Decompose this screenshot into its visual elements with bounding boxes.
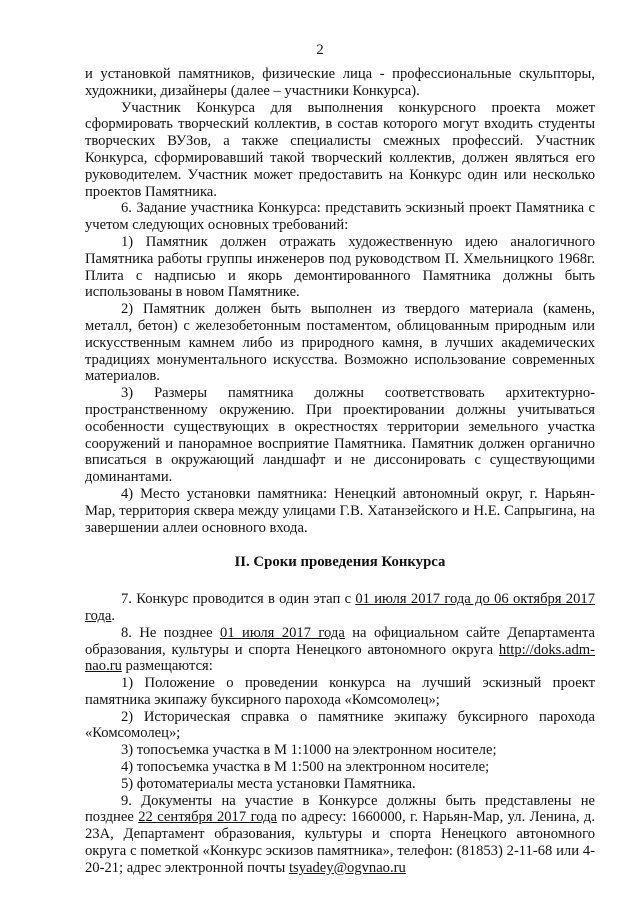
section-heading-2: II. Сроки проведения Конкурса bbox=[234, 554, 446, 571]
requirement-4: 4) Место установки памятника: Ненецкий автономный округ, г. Нарьян-Мар, территория сквера между улицами Г.В. Хатанзейского и Н.Е. Сапрыгина, на завершении аллеи основного входа. bbox=[85, 485, 595, 536]
website-link[interactable]: http://doks.adm-nao.ru bbox=[85, 641, 595, 675]
requirement-1: 1) Памятник должен отражать художественную идею аналогичного Памятника работы группы инженеров под руководством П. Хмельницкого 1968г. Плита с надписью и якорь демонтированного Памятника должны быть использованы в новом Памятнике. bbox=[85, 233, 595, 301]
requirement-2: 2) Памятник должен быть выполнен из твердого материала (камень, металл, бетон) с железобетонным постаментом, облицованным природным или искусственным камнем либо из природного камня, в лучших академических традициях монументального искусства. Возможно использование современных материалов. bbox=[85, 301, 595, 385]
clause-9-date: 22 сентября 2017 года bbox=[138, 809, 277, 826]
email-link[interactable]: tsyadey@ogvnao.ru bbox=[289, 859, 406, 876]
clause-7-end: . bbox=[111, 607, 116, 624]
clause-8 bbox=[85, 625, 595, 675]
clause-8-end: размещаются: bbox=[121, 658, 213, 675]
list-item-4: 4) топосъемка участка в М 1:500 на электронном носителе; bbox=[121, 759, 490, 776]
clause-9-text: 9. Документы на участие в Конкурсе должны быть представлены не позднее bbox=[85, 792, 595, 826]
clause-7-text: 7. Конкурс проводится в один этап с bbox=[121, 591, 356, 608]
clause-8-date: 01 июля 2017 года bbox=[220, 624, 345, 641]
list-item-1: 1) Положение о проведении конкурса на лучший эскизный проект памятника экипажу буксирного парохода «Комсомолец»; bbox=[85, 675, 595, 708]
clause-6: 6. Задание участника Конкурса: представить эскизный проект Памятника с учетом следующих основных требований: bbox=[85, 200, 595, 234]
document-body bbox=[85, 66, 595, 877]
list-item-5: 5) фотоматериалы места установки Памятника. bbox=[121, 775, 416, 792]
requirement-3: 3) Размеры памятника должны соответствовать архитектурно-пространственному окружению. При проектировании должны учитываться особенности существующих в окрестностях территории земельного участка сооружений и панорамное восприятие Памятника. Памятник должен органично вписаться в окружающий ландшафт и не диссонировать с существующими доминантами. bbox=[85, 385, 595, 486]
intro-paragraph: и установкой памятников, физические лица - профессиональные скульпторы, художники, дизайнеры (далее – участники Конкурса). bbox=[85, 66, 595, 99]
clause-9 bbox=[85, 793, 595, 877]
team-paragraph: Участник Конкурса для выполнения конкурсного проекта может сформировать творческий коллектив, в состав которого могут входить студенты творческих ВУЗов, а также специалисты смежных профессий. Участник Конкурса, сформировавший такой творческий коллектив, должен являться его руководителем. Участник может предоставить на Конкурс один или несколько проектов Памятника. bbox=[85, 99, 595, 200]
page-number: 2 bbox=[316, 42, 324, 58]
clause-9-middle: по адресу: 1660000, г. Нарьян-Мар, ул. Ленина, д. 23А, Департамент образования, культуры и спорта Ненецкого автономного округа с пометкой «Конкурс эскизов памятника», телефон: (81853) 2-11-68 или 4-20-21; адрес электронной почты bbox=[85, 809, 596, 876]
list-item-3: 3) топосъемка участка в М 1:1000 на электронном носителе; bbox=[121, 742, 497, 759]
clause-7 bbox=[85, 591, 595, 625]
clause-8-middle: на официальном сайте Департамента образования, культуры и спорта Ненецкого автономного округа bbox=[85, 624, 595, 658]
clause-8-text: 8. Не позднее bbox=[121, 624, 221, 641]
list-item-2: 2) Историческая справка о памятнике экипажу буксирного парохода «Комсомолец»; bbox=[85, 708, 595, 742]
clause-7-dates: 01 июля 2017 года до 06 октября 2017 года bbox=[85, 591, 595, 624]
